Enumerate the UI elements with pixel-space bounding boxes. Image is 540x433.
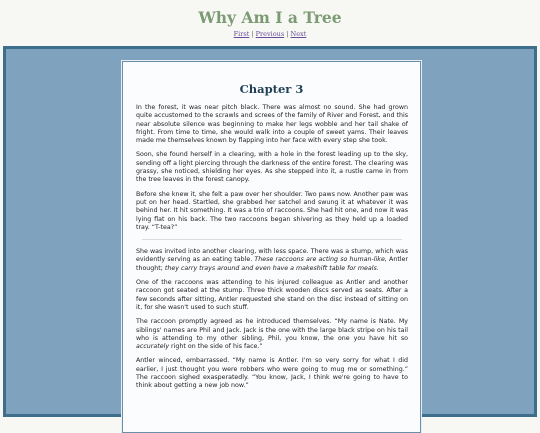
paragraph [136, 318, 408, 351]
paragraph-text: The raccoon promptly agreed as he introduced themselves. “My name is Nate. My siblings' names are Phil and Jack. Jack is the one with the large black stripe on his tail who is attending to my other sibling, Phil, you know, the one you have hit so [136, 318, 408, 342]
paragraph-text: She was invited into another clearing, with less space. There was a stump, which was evidently serving as an eating table. [136, 248, 408, 264]
paragraph: Before she knew it, she felt a paw over her shoulder. Two paws now. Another paw was put on her head. Startled, she grabbed her satchel and swung it at whatever it was behind her. It hit something. It was a trio of raccoons. She had hit one, and now it was lying flat on his back. The two raccoons began shivering as they held up a loaded tray. “T-tea?” [136, 190, 408, 231]
paragraph [136, 248, 408, 273]
first-link[interactable]: First [233, 30, 250, 38]
previous-link[interactable]: Previous [255, 30, 285, 38]
chapter-text [123, 104, 420, 391]
content-frame [3, 46, 537, 417]
nav-separator: | [284, 30, 291, 38]
page-navigation [0, 30, 540, 38]
paragraph-text: Antler thought; [136, 256, 408, 272]
italic-thought: they carry trays around and even have a makeshift table for meals. [164, 264, 379, 272]
italic-thought: These raccoons are acting so human-like, [254, 256, 387, 264]
italic-word: accurately [136, 343, 170, 351]
paragraph-text: right on the side of his face.” [169, 343, 263, 351]
paragraph: In the forest, it was near pitch black. There was almost no sound. She had grown quite accustomed to the scrawls and screes of the family of River and Forest, and this near absolute silence was beginning to make her legs wobble and her tail shake of fright. From time to time, she would walk into a couple of sweet yams. Their leaves made me themselves known by flapping into her face with every step she took. [136, 104, 408, 145]
chapter-title: Chapter 3 [239, 82, 304, 96]
paragraph: Antler winced, embarrassed. “My name is Antler. I'm so very sorry for what I did earlier, I just thought you were robbers who were going to mug me or something.” The raccoon sighed exasperatedly. “You know, Jack, I think we're going to have to think about getting a new job now.” [136, 357, 408, 390]
chapter-page[interactable] [122, 61, 421, 433]
nav-separator: | [249, 30, 256, 38]
next-link[interactable]: Next [290, 30, 307, 38]
paragraph: Soon, she found herself in a clearing, with a hole in the forest leading up to the sky, sending off a light piercing through the darkness of the entire forest. The clearing was grassy, she noticed, shielding her eyes. As she stepped into it, a rustle came in from the tree leaves in the forest canopy. [136, 151, 408, 184]
paragraph: One of the raccoons was attending to his injured colleague as Antler and another raccoon got seated at the stump. Three thick wooden discs served as seats. After a few seconds after sitting, Antler requested she stand on the disc instead of sitting on it, for she wasn't used to such stuff. [136, 279, 408, 311]
site-title: Why Am I a Tree [198, 8, 342, 27]
scene-divider [142, 239, 402, 240]
